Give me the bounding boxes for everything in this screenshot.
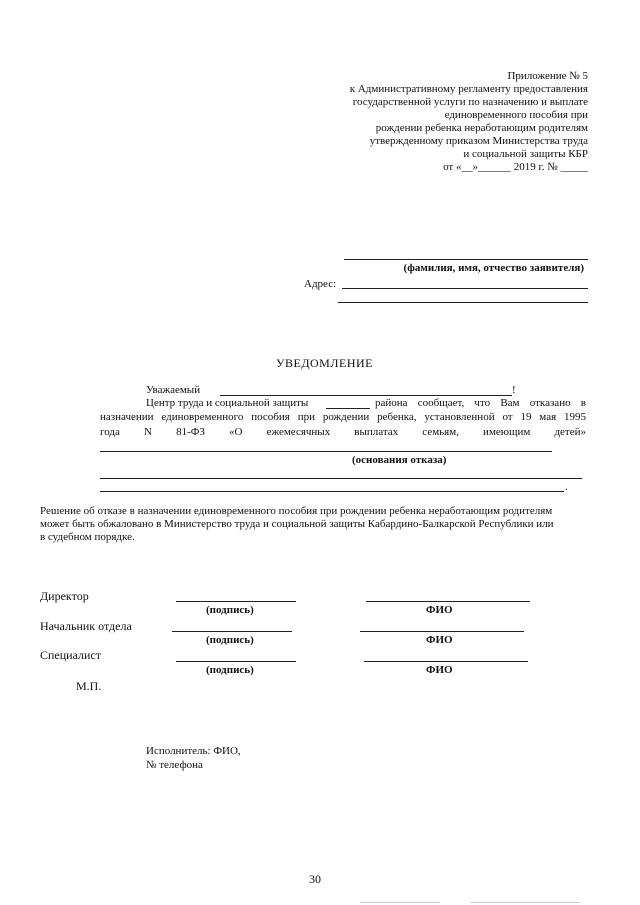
- greeting-label: Уважаемый: [146, 384, 201, 396]
- greeting-exclamation: !: [512, 384, 516, 396]
- signature-line: [172, 631, 292, 632]
- role-label: Специалист: [40, 648, 102, 662]
- appendix-line: и социальной защиты КБР: [463, 148, 588, 160]
- appendix-line: государственной услуги по назначению и выплате: [352, 96, 588, 108]
- appendix-line: Приложение № 5: [507, 70, 588, 82]
- reason-line-1: [100, 451, 552, 452]
- reason-dot: .: [565, 481, 568, 493]
- appeal-line: Решение об отказе в назначении единовременного пособия при рождении ребенка неработающим родителям: [40, 505, 553, 517]
- reason-line-2: [100, 478, 582, 479]
- name-caption: ФИО: [426, 604, 453, 616]
- reason-caption: (основания отказа): [352, 454, 447, 466]
- applicant-name-line: [344, 259, 588, 260]
- notice-line1-a: Центр труда и социальной защиты: [146, 397, 309, 409]
- district-line: [326, 408, 370, 409]
- address-line-1: [342, 288, 588, 289]
- signature-line: [176, 661, 296, 662]
- notice-line1-b: района сообщает, что Вам отказано в: [375, 397, 586, 409]
- signature-caption: (подпись): [206, 664, 254, 676]
- signature-caption: (подпись): [206, 634, 254, 646]
- notice-line2: назначении единовременного пособия при рождении ребенка, установленной от 19 мая 1995: [100, 411, 586, 423]
- signature-line: [176, 601, 296, 602]
- appendix-line: рождении ребенка неработающим родителям: [375, 122, 588, 134]
- signature-caption: (подпись): [206, 604, 254, 616]
- role-label: Директор: [40, 589, 89, 603]
- appeal-line: может быть обжаловано в Министерство труда и социальной защиты Кабардино-Балкарской Республики или: [40, 518, 554, 530]
- appendix-line: к Административному регламенту предоставления: [349, 83, 588, 95]
- appendix-line: единовременного пособия при: [444, 109, 588, 121]
- scan-mark: [470, 902, 580, 903]
- scan-mark: [360, 902, 440, 903]
- notice-title: УВЕДОМЛЕНИЕ: [276, 356, 373, 370]
- appendix-line: утвержденному приказом Министерства труда: [369, 135, 588, 147]
- name-caption: ФИО: [426, 634, 453, 646]
- executor-name: Исполнитель: ФИО,: [146, 745, 241, 757]
- greeting-name-line: [220, 395, 512, 396]
- appendix-line: от «__»______ 2019 г. № _____: [443, 161, 588, 173]
- applicant-name-caption: (фамилия, имя, отчество заявителя): [403, 262, 584, 274]
- name-caption: ФИО: [426, 664, 453, 676]
- reason-line-3: [100, 491, 564, 492]
- address-line-2: [338, 302, 588, 303]
- executor-phone: № телефона: [146, 759, 203, 771]
- appeal-line: в судебном порядке.: [40, 531, 135, 543]
- appendix-block: [300, 70, 588, 174]
- role-label: Начальник отдела: [40, 619, 132, 633]
- notice-line3: года N 81-ФЗ «О ежемесячных выплатах семьям, имеющим детей»: [100, 426, 586, 438]
- stamp-label: М.П.: [76, 679, 102, 693]
- name-line: [366, 601, 530, 602]
- appeal-paragraph: [40, 505, 600, 544]
- name-line: [360, 631, 524, 632]
- page-number: 30: [309, 872, 321, 886]
- name-line: [364, 661, 528, 662]
- address-label: Адрес:: [304, 278, 337, 290]
